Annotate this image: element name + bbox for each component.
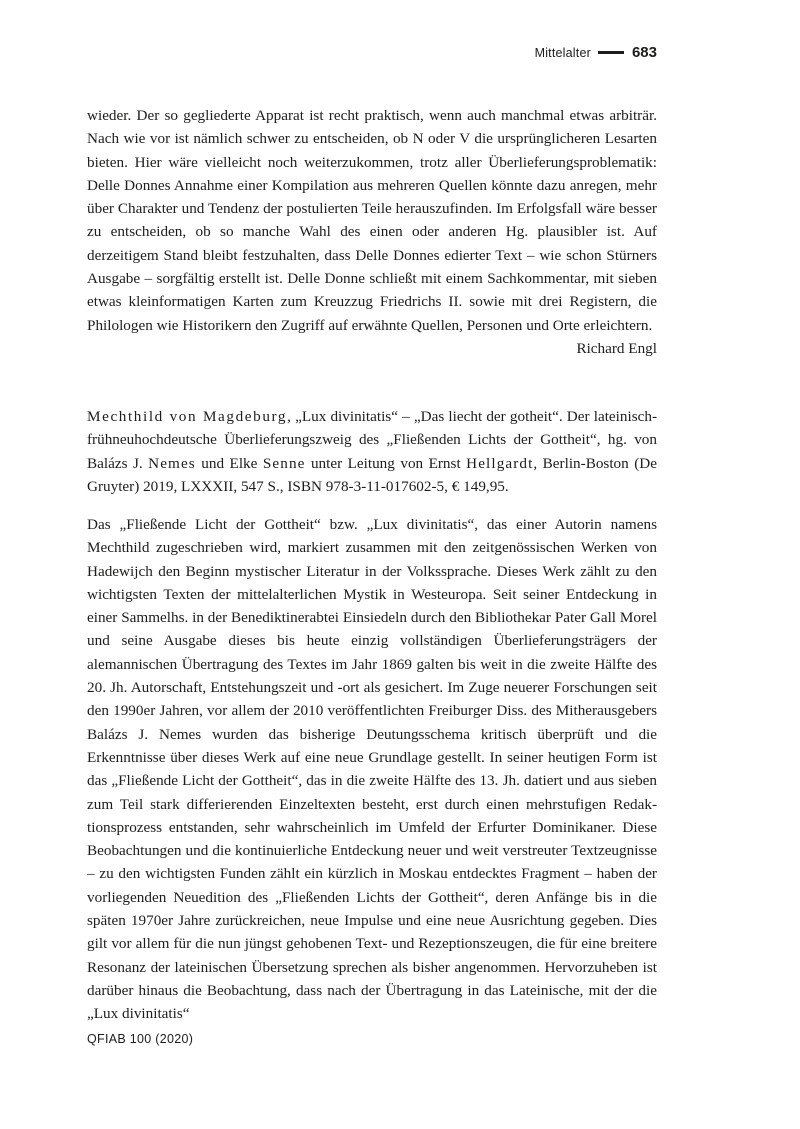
work-titles: , „Lux divinitatis“ – „Das liecht der gotheit“. Der lateinisch-frühneuhochdeutsche Überlieferungszweig des „Fließenden Lichts der Gottheit“, hg. von Balázs J. <box>87 408 657 472</box>
review-heading <box>87 405 657 498</box>
editor-surname: Nemes <box>148 454 196 472</box>
author-name: Mechthild von Magdeburg <box>87 408 288 425</box>
bibliographic-entry <box>87 405 657 498</box>
reviewer-signature: Richard Engl <box>576 339 657 357</box>
conjunction-text: und Elke <box>195 454 263 472</box>
journal-footer: QFIAB 100 (2020) <box>87 1032 194 1046</box>
editor-surname: Senne <box>262 454 306 472</box>
review-paragraph: Das „Fließende Licht der Gottheit“ bzw. „Lux divinitatis“, das einer Autorin namens Mechthild zugeschrieben wird, markiert zusammen mit den zeitgenössischen Werken von Hadewijch den Beginn mystischer Literatur in der Volkssprache. Dieses Werk zählt zu den wichtigsten Texten der mittelalterlichen Mystik in Westeuropa. Seit seiner Entdeckung in einer Sammelhs. in der Benediktinerabtei Einsiedeln durch den Bibliothekar Pater Gall Morel und seine Ausgabe dieses bis heute einzig vollständigen Überlieferungsträgers der alemannischen Übertragung des Textes im Jahr 1869 galten bis weit in die zweite Hälfte des 20. Jh. Autorschaft, Entstehungszeit und -ort als gesichert. Im Zuge neuerer Forschungen seit den 1990er Jahren, vor allem der 2010 veröffentlichten Freiburger Diss. des Mitherausgebers Balázs J. Nemes wurden das bisherige Deutungsschema kritisch überprüft und die Erkenntnisse über dieses Werk auf eine neue Grundlage gestellt. In seiner heutigen Form ist das „Fließende Licht der Gottheit“, das in die zweite Hälfte des 13. Jh. datiert und aus sieben zum Teil stark differierenden Einzeltexten besteht, erst durch einen mehrstufigen Redaktionsprozess entstanden, sehr wahrscheinlich im Umfeld der Erfurter Dominikaner. Diese Beobachtungen und die kontinuierliche Entdeckung neuer und weit verstreuter Textzeugnisse – zu den wichtigsten Funden zählt ein kürzlich in Moskau entdecktes Fragment – haben der vorliegenden Neuedition des „Fließenden Lichts der Gottheit“, deren Anfänge bis in die späten 1970er Jahre zurückreichen, neue Impulse und eine neue Ausrichtung gegeben. Dies gilt vor allem für die nun jüngst gehobenen Text- und Rezeptionszeugen, die für eine breitere Resonanz der lateinischen Übersetzung sprechen als bisher angenommen. Hervorzuheben ist darüber hinaus die Beobachtung, dass nach der Übertragung in das Lateinische, mit der die „Lux divinitatis“ <box>87 516 657 1023</box>
publication-details: , Berlin-Boston (De Gruyter) 2019, LXXXII, 547 S., ISBN 978-3-11-017602-5, € 149,95. <box>87 454 657 495</box>
running-header <box>535 44 657 61</box>
direction-text: unter Leitung von Ernst <box>305 454 467 472</box>
section-title: Mittelalter <box>534 45 591 60</box>
page-number: 683 <box>631 44 657 61</box>
review-paragraph: wieder. Der so gegliederte Apparat ist recht praktisch, wenn auch manchmal etwas arbiträr. Nach wie vor ist nämlich schwer zu entscheiden, ob N oder V die ursprünglicheren Lesarten bieten. Hier wäre vielleicht noch weiterzukommen, trotz aller Überlieferungsproblematik: Delle Donnes Annahme einer Kompilation aus mehreren Quellen könnte dazu anregen, mehr über Charakter und Tendenz der postulierten Teile herauszufinden. Im Erfolgsfall wäre besser zu entscheiden, ob so manche Wahl des einen oder anderen Hg. plausibler ist. Auf derzeitigem Stand bleibt festzuhalten, dass Delle Donnes edierter Text – wie schon Stürners Ausgabe – sorgfältig erstellt ist. Delle Donne schließt mit einem Sachkommentar, mit sieben etwas kleinformatigen Karten zum Kreuzzug Friedrichs II. sowie mit drei Registern, die Philologen wie Historikern den Zugriff auf erwähnte Quellen, Personen und Orte erleichtern. <box>87 107 657 334</box>
review-continuation <box>87 104 657 360</box>
director-surname: Hellgardt <box>466 454 534 472</box>
review-body <box>87 513 657 1026</box>
header-rule <box>598 51 624 54</box>
